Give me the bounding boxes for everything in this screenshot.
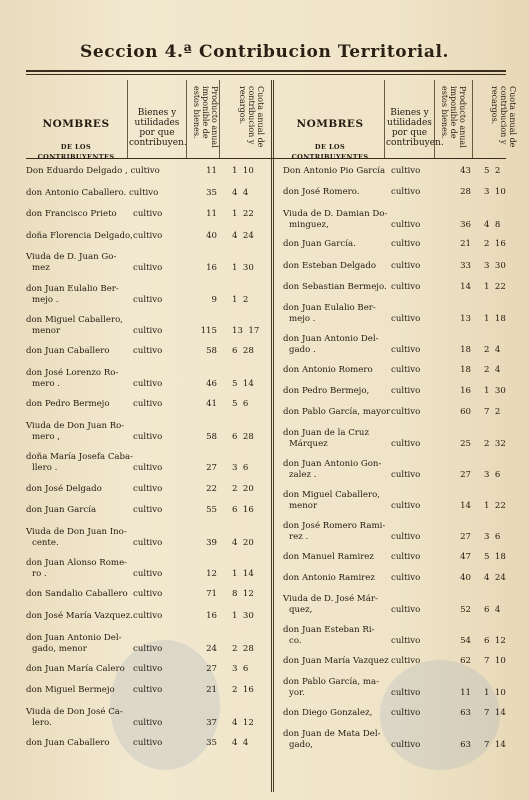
annual-quota: 3 6 (484, 531, 501, 542)
annual-quota: 4 4 (232, 738, 249, 749)
contributor-name: don Juan Esteban Ri- (283, 625, 375, 636)
contributor-name: don José Romero. (283, 187, 360, 198)
annual-product: 11 (206, 166, 217, 176)
annual-quota: 4 24 (232, 230, 254, 241)
annual-quota: 1 30 (232, 610, 254, 621)
property-type: cultivo (391, 364, 421, 375)
contributor-name-cont: zalez . (289, 470, 317, 481)
annual-product: 40 (206, 230, 217, 241)
contributor-name: Viuda de Don Juan Ino- (26, 526, 127, 537)
table-row (0, 573, 529, 594)
header-cuota: Cuota anual de contribucion y recargos. (238, 86, 265, 148)
property-type: cultivo (133, 294, 163, 305)
annual-product: 16 (460, 385, 471, 396)
annual-quota: 6 16 (232, 505, 254, 516)
annual-product: 25 (460, 439, 471, 450)
contributor-name: don Antonio Ramirez (283, 572, 375, 583)
contributor-name: doña Florencia Delgado, (26, 230, 133, 241)
property-type: cultivo (391, 187, 421, 198)
property-type: cultivo (133, 263, 163, 274)
header-bienes-right: Bienes y utilidades por que contribuyen. (386, 108, 444, 148)
annual-quota: 1 10 (232, 166, 254, 176)
contributor-name: don Pablo García, mayor (283, 407, 391, 418)
table-row (0, 459, 529, 490)
contributor-name-cont: rez . (289, 531, 309, 542)
property-type: cultivo (391, 166, 421, 176)
contributor-name: don Sandalio Caballero (26, 589, 128, 600)
annual-product: 41 (206, 399, 217, 410)
property-type: cultivo (133, 643, 163, 654)
table-row (0, 303, 529, 334)
contributor-name: don Juan Caballero (26, 346, 110, 357)
contributor-name-cont: gado . (289, 344, 316, 355)
contributor-name: don Juan Antonio Del- (26, 632, 122, 643)
contributor-name: don Juan de Mata Del- (283, 729, 381, 740)
annual-product: 33 (460, 260, 471, 271)
table-row (0, 521, 529, 552)
annual-quota: 1 10 (484, 688, 506, 699)
property-type: cultivo (133, 569, 163, 580)
contributor-name-cont: minguez, (289, 219, 329, 230)
table-row (0, 594, 529, 625)
annual-product: 18 (460, 344, 471, 355)
annual-product: 63 (460, 707, 471, 718)
annual-quota: 1 14 (232, 569, 254, 580)
contributor-name: don Juan García (26, 505, 97, 516)
contributor-name-cont: ro . (32, 569, 47, 580)
annual-product: 21 (206, 685, 217, 696)
property-type: cultivo (391, 470, 421, 481)
contributor-name-cont: quez, (289, 605, 313, 616)
table-row (0, 677, 529, 708)
table-row (0, 386, 529, 407)
annual-product: 43 (460, 166, 471, 176)
contributor-name: don Juan Antonio Gon- (283, 459, 382, 470)
contributor-name: Viuda de D. José Már- (283, 594, 378, 605)
property-type: cultivo (133, 589, 163, 600)
property-type: cultivo (133, 463, 163, 474)
annual-quota: 5 18 (484, 551, 506, 562)
contributor-name: don Juan Caballero (26, 738, 110, 749)
contributor-name-cont: lero. (32, 718, 52, 729)
annual-product: 63 (460, 740, 471, 751)
table-row (0, 625, 529, 656)
contributor-name-cont: mero , (32, 431, 60, 442)
annual-product: 13 (460, 314, 471, 325)
property-type: cultivo (133, 505, 163, 516)
annual-product: 36 (460, 219, 471, 230)
contributor-name-cont: cente. (32, 537, 59, 548)
property-type: cultivo (391, 655, 421, 666)
property-type: cultivo (133, 431, 163, 442)
header-names-sub-right: DE LOS CONTRIBUYENTES (291, 143, 369, 161)
contributor-name: don Miguel Caballero, (283, 490, 381, 501)
annual-quota: 3 10 (484, 187, 506, 198)
annual-product: 28 (460, 187, 471, 198)
table-row (0, 656, 529, 677)
contributor-name: Viuda de Don Juan Ro- (26, 420, 125, 431)
table-row (0, 365, 529, 386)
annual-quota: 4 24 (484, 572, 506, 583)
property-type: cultivo (391, 531, 421, 542)
contributor-name: don Antonio Romero (283, 364, 373, 375)
annual-quota: 6 28 (232, 431, 254, 442)
annual-product: 58 (206, 431, 217, 442)
property-type: cultivo (133, 537, 163, 548)
title-rule-thin (26, 74, 506, 75)
property-type: cultivo (133, 685, 163, 696)
header-names-sub: DE LOS CONTRIBUYENTES (37, 143, 115, 161)
contributor-name-cont: gado, (289, 740, 314, 751)
property-type: cultivo (391, 501, 421, 512)
table-row (0, 166, 529, 187)
property-type: cultivo (133, 378, 163, 389)
header-cuota-right: Cuota anual de contribucion y recargos. (490, 86, 517, 148)
contributor-name: don Antonio Caballero. cultivo (26, 187, 159, 198)
contributor-name: don José Delgado (26, 483, 102, 494)
property-type: cultivo (133, 209, 163, 220)
contributor-name-cont: menor (32, 326, 61, 337)
annual-quota: 4 12 (232, 718, 254, 729)
table-row (0, 239, 529, 260)
contributor-name: don Francisco Prieto (26, 209, 117, 220)
annual-product: 46 (206, 378, 217, 389)
contributor-name-cont: Márquez (289, 439, 328, 450)
annual-quota: 3 30 (484, 260, 506, 271)
annual-product: 52 (460, 605, 471, 616)
annual-product: 115 (200, 326, 217, 337)
contributor-name: don Juan María Vazquez (283, 655, 389, 666)
contributor-name: Viuda de D. Damian Do- (283, 208, 388, 219)
annual-product: 27 (460, 470, 471, 481)
property-type: cultivo (133, 399, 163, 410)
table-row (0, 187, 529, 208)
contributor-name: don Miguel Caballero, (26, 315, 124, 326)
annual-product: 27 (206, 663, 217, 674)
annual-quota: 4 8 (484, 219, 501, 230)
annual-quota: 2 4 (484, 344, 501, 355)
annual-product: 35 (206, 187, 217, 198)
property-type: cultivo (391, 707, 421, 718)
annual-product: 40 (460, 572, 471, 583)
property-type: cultivo (391, 344, 421, 355)
contributor-name: don Manuel Ramirez (283, 551, 374, 562)
annual-quota: 4 4 (232, 187, 249, 198)
property-type: cultivo (391, 239, 421, 250)
table-row (0, 708, 529, 729)
annual-product: 71 (206, 589, 217, 600)
annual-quota: 5 14 (232, 378, 254, 389)
contributor-name: don José María Vazquez. (26, 610, 133, 621)
property-type: cultivo (391, 260, 421, 271)
annual-product: 39 (206, 537, 217, 548)
annual-product: 24 (206, 643, 217, 654)
annual-quota: 6 4 (484, 605, 501, 616)
property-type: cultivo (391, 551, 421, 562)
annual-product: 11 (206, 209, 217, 220)
annual-quota: 1 30 (484, 385, 506, 396)
annual-product: 60 (460, 407, 471, 418)
property-type: cultivo (133, 663, 163, 674)
contributor-name: don Juan Eulalio Ber- (283, 303, 376, 314)
annual-product: 35 (206, 738, 217, 749)
annual-quota: 6 12 (484, 636, 506, 647)
annual-quota: 5 6 (232, 399, 249, 410)
contributor-name-cont: mez (32, 263, 50, 274)
title-rule (26, 70, 506, 72)
contributor-name: Viuda de D. Juan Go- (26, 252, 117, 263)
contributor-name-cont: mejo . (289, 314, 316, 325)
contributor-name: don Pablo García, ma- (283, 677, 380, 688)
contributor-name: don Juan María Calero (26, 663, 125, 674)
contributor-name-cont: mejo . (32, 294, 59, 305)
table-row (0, 261, 529, 282)
property-type: cultivo (391, 636, 421, 647)
property-type: cultivo (133, 483, 163, 494)
annual-product: 16 (206, 263, 217, 274)
contributor-name-cont: llero . (32, 463, 58, 474)
contributor-name: don Juan de la Cruz (283, 428, 369, 439)
col-divider (219, 80, 220, 158)
contributor-name: Don Eduardo Delgado , cultivo (26, 166, 160, 176)
property-type: cultivo (391, 605, 421, 616)
annual-quota: 8 12 (232, 589, 254, 600)
contributor-name: don Juan García. (283, 239, 356, 250)
annual-product: 22 (206, 483, 217, 494)
annual-quota: 2 16 (484, 239, 506, 250)
annual-quota: 2 28 (232, 643, 254, 654)
annual-product: 47 (460, 551, 471, 562)
contributor-name-cont: co. (289, 636, 302, 647)
property-type: cultivo (133, 326, 163, 337)
header-names-right: NOMBRES (296, 118, 364, 130)
annual-quota: 13 17 (232, 326, 260, 337)
property-type: cultivo (391, 407, 421, 418)
table-row (0, 428, 529, 459)
annual-product: 14 (460, 281, 471, 292)
contributor-name: don Esteban Delgado (283, 260, 377, 271)
col-divider (384, 80, 385, 158)
annual-quota: 1 22 (484, 501, 506, 512)
property-type: cultivo (133, 230, 163, 241)
annual-product: 37 (206, 718, 217, 729)
contributor-name-cont: gado, menor (32, 643, 87, 654)
table-row (0, 490, 529, 521)
property-type: cultivo (391, 219, 421, 230)
property-type: cultivo (133, 610, 163, 621)
contributor-name-cont: menor (289, 501, 318, 512)
header-names: NOMBRES (42, 118, 110, 130)
header-producto-right: Producto anual imponible de estos bienes. (440, 86, 467, 148)
annual-quota: 6 28 (232, 346, 254, 357)
contributor-name: don Miguel Bermejo (26, 685, 115, 696)
contributor-name: don Sebastian Bermejo. (283, 281, 387, 292)
col-divider (472, 80, 473, 158)
table-row (0, 407, 529, 428)
contributor-name: don Juan Eulalio Ber- (26, 283, 119, 294)
annual-quota: 2 32 (484, 439, 506, 450)
contributor-name-cont: mero . (32, 378, 60, 389)
table-row (0, 282, 529, 303)
annual-product: 16 (206, 610, 217, 621)
contributor-name: Don Antonio Pio García (283, 166, 386, 176)
col-divider (127, 80, 128, 158)
annual-quota: 1 18 (484, 314, 506, 325)
annual-product: 18 (460, 364, 471, 375)
header-producto: Producto anual imponible de estos bienes. (192, 86, 219, 148)
annual-quota: 1 2 (232, 294, 249, 305)
contributor-name: don José Romero Rami- (283, 520, 386, 531)
annual-product: 21 (460, 239, 471, 250)
annual-product: 55 (206, 505, 217, 516)
table-row (0, 334, 529, 365)
property-type: cultivo (391, 740, 421, 751)
annual-product: 11 (460, 688, 471, 699)
header-bienes: Bienes y utilidades por que contribuyen. (129, 108, 187, 148)
property-type: cultivo (391, 572, 421, 583)
contributor-name: don Diego Gonzalez, (283, 707, 373, 718)
annual-product: 27 (206, 463, 217, 474)
property-type: cultivo (391, 314, 421, 325)
annual-quota: 1 22 (232, 209, 254, 220)
contributor-name-cont: yor. (289, 688, 305, 699)
property-type: cultivo (391, 439, 421, 450)
contributor-name: Viuda de Don José Ca- (26, 707, 123, 718)
contributor-name: don José Lorenzo Ro- (26, 367, 119, 378)
annual-quota: 7 14 (484, 707, 506, 718)
annual-quota: 3 6 (232, 663, 249, 674)
contributor-name: don Juan Alonso Rome- (26, 558, 128, 569)
section-title: Seccion 4.ª Contribucion Territorial. (79, 42, 450, 62)
annual-quota: 7 14 (484, 740, 506, 751)
annual-quota: 3 6 (232, 463, 249, 474)
table-row (0, 209, 529, 240)
annual-product: 27 (460, 531, 471, 542)
contributor-name: don Pedro Bermejo (26, 399, 110, 410)
annual-quota: 7 10 (484, 655, 506, 666)
annual-quota: 2 4 (484, 364, 501, 375)
contributor-name: don Pedro Bermejo, (283, 385, 370, 396)
property-type: cultivo (133, 346, 163, 357)
annual-product: 54 (460, 636, 471, 647)
annual-product: 14 (460, 501, 471, 512)
contributor-name: doña María Josefa Caba- (26, 452, 134, 463)
annual-product: 12 (206, 569, 217, 580)
annual-product: 9 (211, 294, 217, 305)
property-type: cultivo (391, 281, 421, 292)
annual-quota: 1 30 (232, 263, 254, 274)
annual-quota: 5 2 (484, 166, 501, 176)
annual-product: 62 (460, 655, 471, 666)
contributor-name: don Juan Antonio Del- (283, 333, 379, 344)
annual-quota: 2 20 (232, 483, 254, 494)
annual-quota: 4 20 (232, 537, 254, 548)
annual-quota: 7 2 (484, 407, 501, 418)
property-type: cultivo (133, 718, 163, 729)
annual-quota: 2 16 (232, 685, 254, 696)
annual-product: 58 (206, 346, 217, 357)
table-row (0, 552, 529, 573)
property-type: cultivo (391, 385, 421, 396)
property-type: cultivo (133, 738, 163, 749)
annual-quota: 1 22 (484, 281, 506, 292)
annual-quota: 3 6 (484, 470, 501, 481)
property-type: cultivo (391, 688, 421, 699)
table-row (0, 729, 529, 760)
